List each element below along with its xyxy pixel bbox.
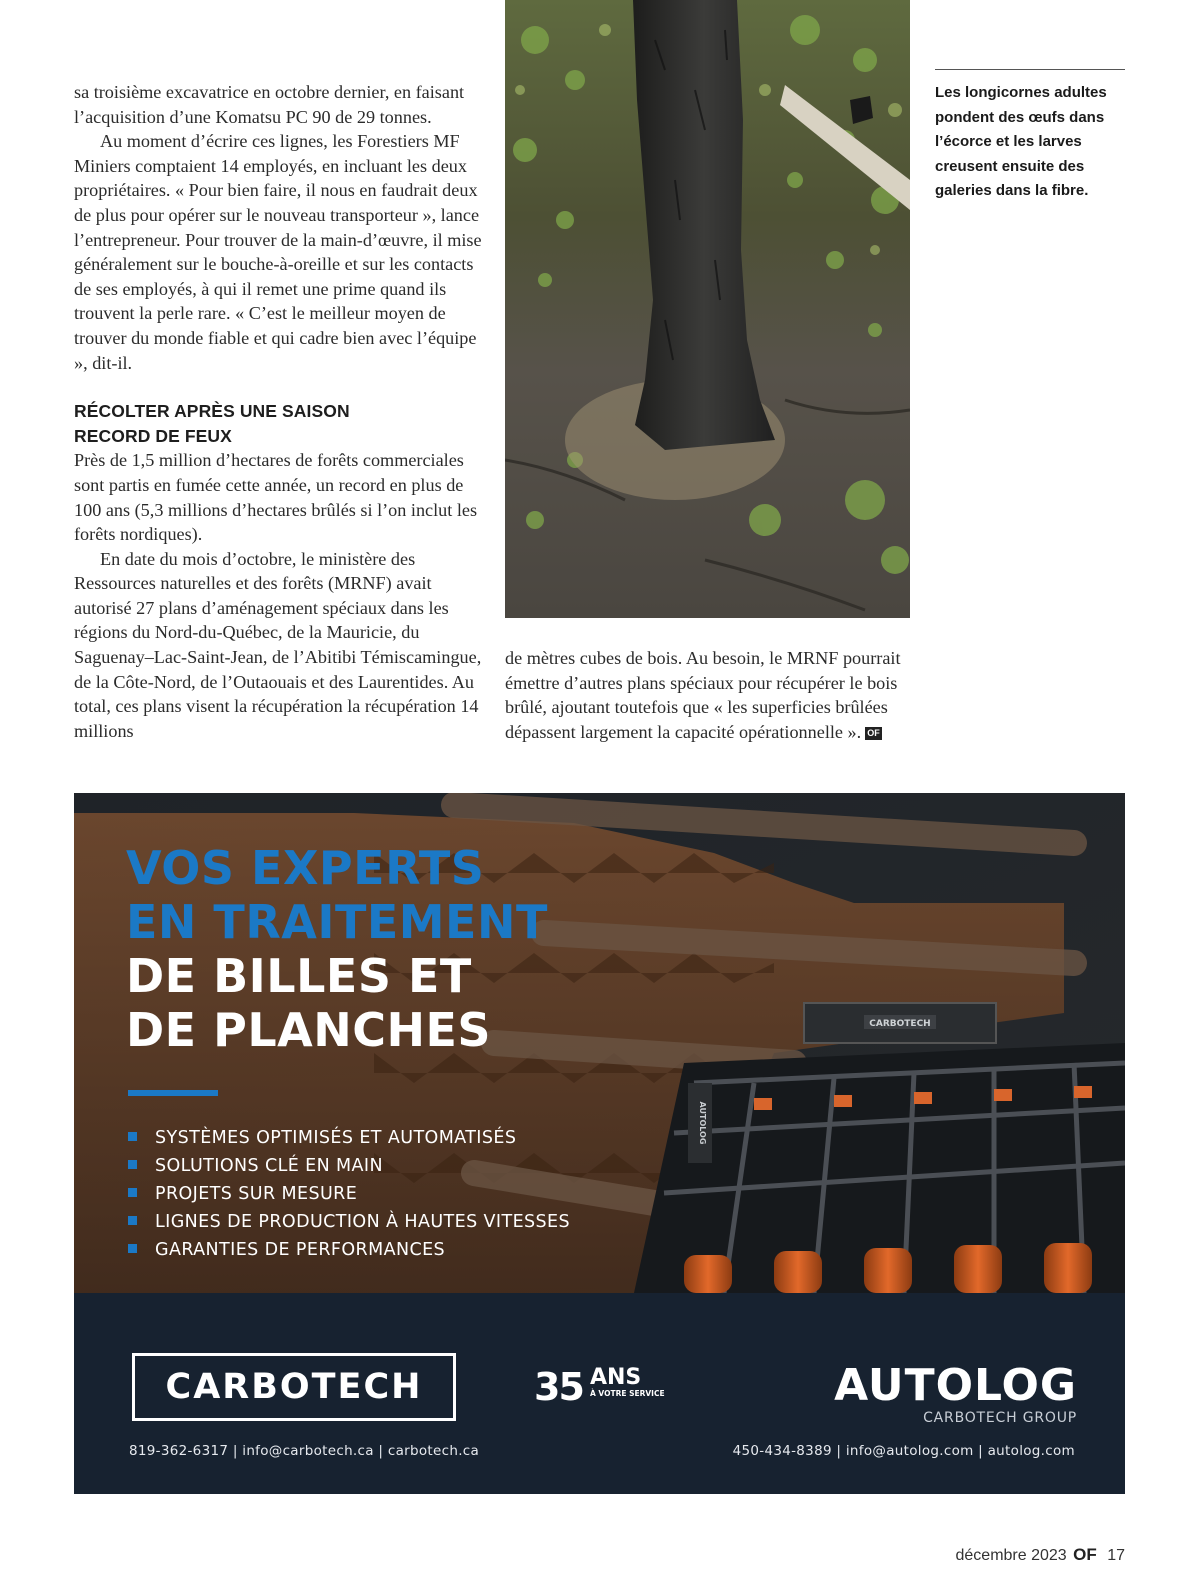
machine-label: AUTOLOG (698, 1101, 707, 1145)
issue-date: décembre 2023 (955, 1547, 1067, 1564)
ad-bullet-item (128, 1180, 570, 1208)
ad-bullet-item (128, 1236, 570, 1264)
tree-illustration (505, 0, 910, 618)
ad-bullet-text: LIGNES DE PRODUCTION À HAUTES VITESSES (155, 1212, 571, 1232)
article-paragraph (505, 646, 910, 744)
article-paragraph: sa troisième excavatrice en octobre dernier, en faisant l’acquisition d’une Komatsu PC 90 de 29 tonnes. (74, 82, 465, 127)
photo-caption: Les longicornes adultes pondent des œufs dans l’écorce et les larves creusent ensuite des galeries dans la fibre. (935, 84, 1107, 199)
carbotech-contact[interactable]: 819-362-6317 | info@carbotech.ca | carbotech.ca (129, 1443, 480, 1459)
autolog-group-text: CARBOTECH GROUP (923, 1410, 1077, 1426)
anniversary-text (590, 1367, 665, 1399)
caption-rule (935, 69, 1125, 70)
carbotech-logo-text: CARBOTECH (165, 1367, 423, 1407)
anniversary-ans: ANS (589, 1365, 642, 1390)
ad-accent-dash (128, 1090, 218, 1096)
ad-headline-line: DE BILLES ET (126, 949, 472, 1003)
magazine-name: OF (1073, 1545, 1097, 1564)
article-paragraph: Au moment d’écrire ces lignes, les Forestiers MF Miniers comptaient 14 employés, en incluant les deux propriétaires. « Pour bien faire, il nous en faudrait deux de plus pour opérer sur le nouveau transporteur », lance l’entrepreneur. Pour trouver de la main-d’œuvre, il mise généralement sur le bouche-à-oreille et sur les contacts de ses employés, à qui il remet une prime quand ils trouvent la perle rare. « C’est le meilleur moyen de trouver du monde fiable et qui cadre bien avec l’équipe », dit-il. (74, 131, 482, 373)
autolog-logo-text: AUTOLOG (834, 1360, 1077, 1411)
article-paragraph: Près de 1,5 million d’hectares de forêts commerciales sont partis en fumée cette année, un record en plus de 100 ans (5,3 millions d’hectares brûlés si l’on inclut les forêts nordiques). (74, 450, 478, 545)
ad-bullet-item (128, 1124, 570, 1152)
square-bullet-icon (128, 1160, 137, 1169)
page-folio (956, 1545, 1126, 1565)
ad-footer (74, 1293, 1125, 1494)
article-paragraph-text: de mètres cubes de bois. Au besoin, le MRNF pourrait émettre d’autres plans spéciaux pour récupérer le bois brûlé, ajoutant toutefois que « les superficies brûlées dépassent largement la capacité opérationnelle ». (505, 648, 901, 742)
article-column-right (505, 646, 910, 744)
section-heading-line: RECORD DE FEUX (74, 425, 232, 446)
anniversary-badge (534, 1367, 665, 1407)
square-bullet-icon (128, 1244, 137, 1253)
autolog-logo[interactable] (834, 1360, 1077, 1427)
carbotech-advertisement (74, 793, 1125, 1494)
ad-headline (126, 841, 548, 1057)
anniversary-number: 35 (534, 1365, 583, 1409)
ad-bullet-list (128, 1124, 570, 1264)
ad-bullet-text: SOLUTIONS CLÉ EN MAIN (155, 1156, 383, 1176)
ad-bullet-item (128, 1152, 570, 1180)
section-heading-line: RÉCOLTER APRÈS UNE SAISON (74, 401, 350, 422)
carbotech-logo[interactable] (132, 1353, 456, 1421)
ad-bullet-item (128, 1208, 570, 1236)
anniversary-subtitle: À VOTRE SERVICE (589, 1389, 665, 1398)
page-number: 17 (1107, 1547, 1125, 1564)
ad-bullet-text: SYSTÈMES OPTIMISÉS ET AUTOMATISÉS (155, 1128, 517, 1148)
ad-headline-line: VOS EXPERTS (126, 841, 485, 895)
machine-label: CARBOTECH (869, 1019, 931, 1029)
article-column-left (74, 80, 482, 743)
ad-bullet-text: GARANTIES DE PERFORMANCES (155, 1240, 446, 1260)
ad-headline-line: DE PLANCHES (126, 1003, 492, 1057)
square-bullet-icon (128, 1216, 137, 1225)
end-mark-icon: OF (867, 728, 880, 739)
section-heading (74, 399, 482, 448)
ad-bullet-text: PROJETS SUR MESURE (155, 1184, 358, 1204)
square-bullet-icon (128, 1188, 137, 1197)
autolog-contact[interactable]: 450-434-8389 | info@autolog.com | autolog.com (732, 1443, 1075, 1459)
ad-headline-line: EN TRAITEMENT (126, 895, 548, 949)
burnt-tree-photo (505, 0, 910, 618)
square-bullet-icon (128, 1132, 137, 1141)
article-paragraph: En date du mois d’octobre, le ministère des Ressources naturelles et des forêts (MRNF) avait autorisé 27 plans d’aménagement spéciaux dans les régions du Nord-du-Québec, de la Mauricie, du Saguenay–Lac-Saint-Jean, de l’Abitibi Témiscamingue, de la Côte-Nord, de l’Outaouais et des Laurentides. Au total, ces plans visent la récupération la récupération 14 millions (74, 548, 482, 741)
